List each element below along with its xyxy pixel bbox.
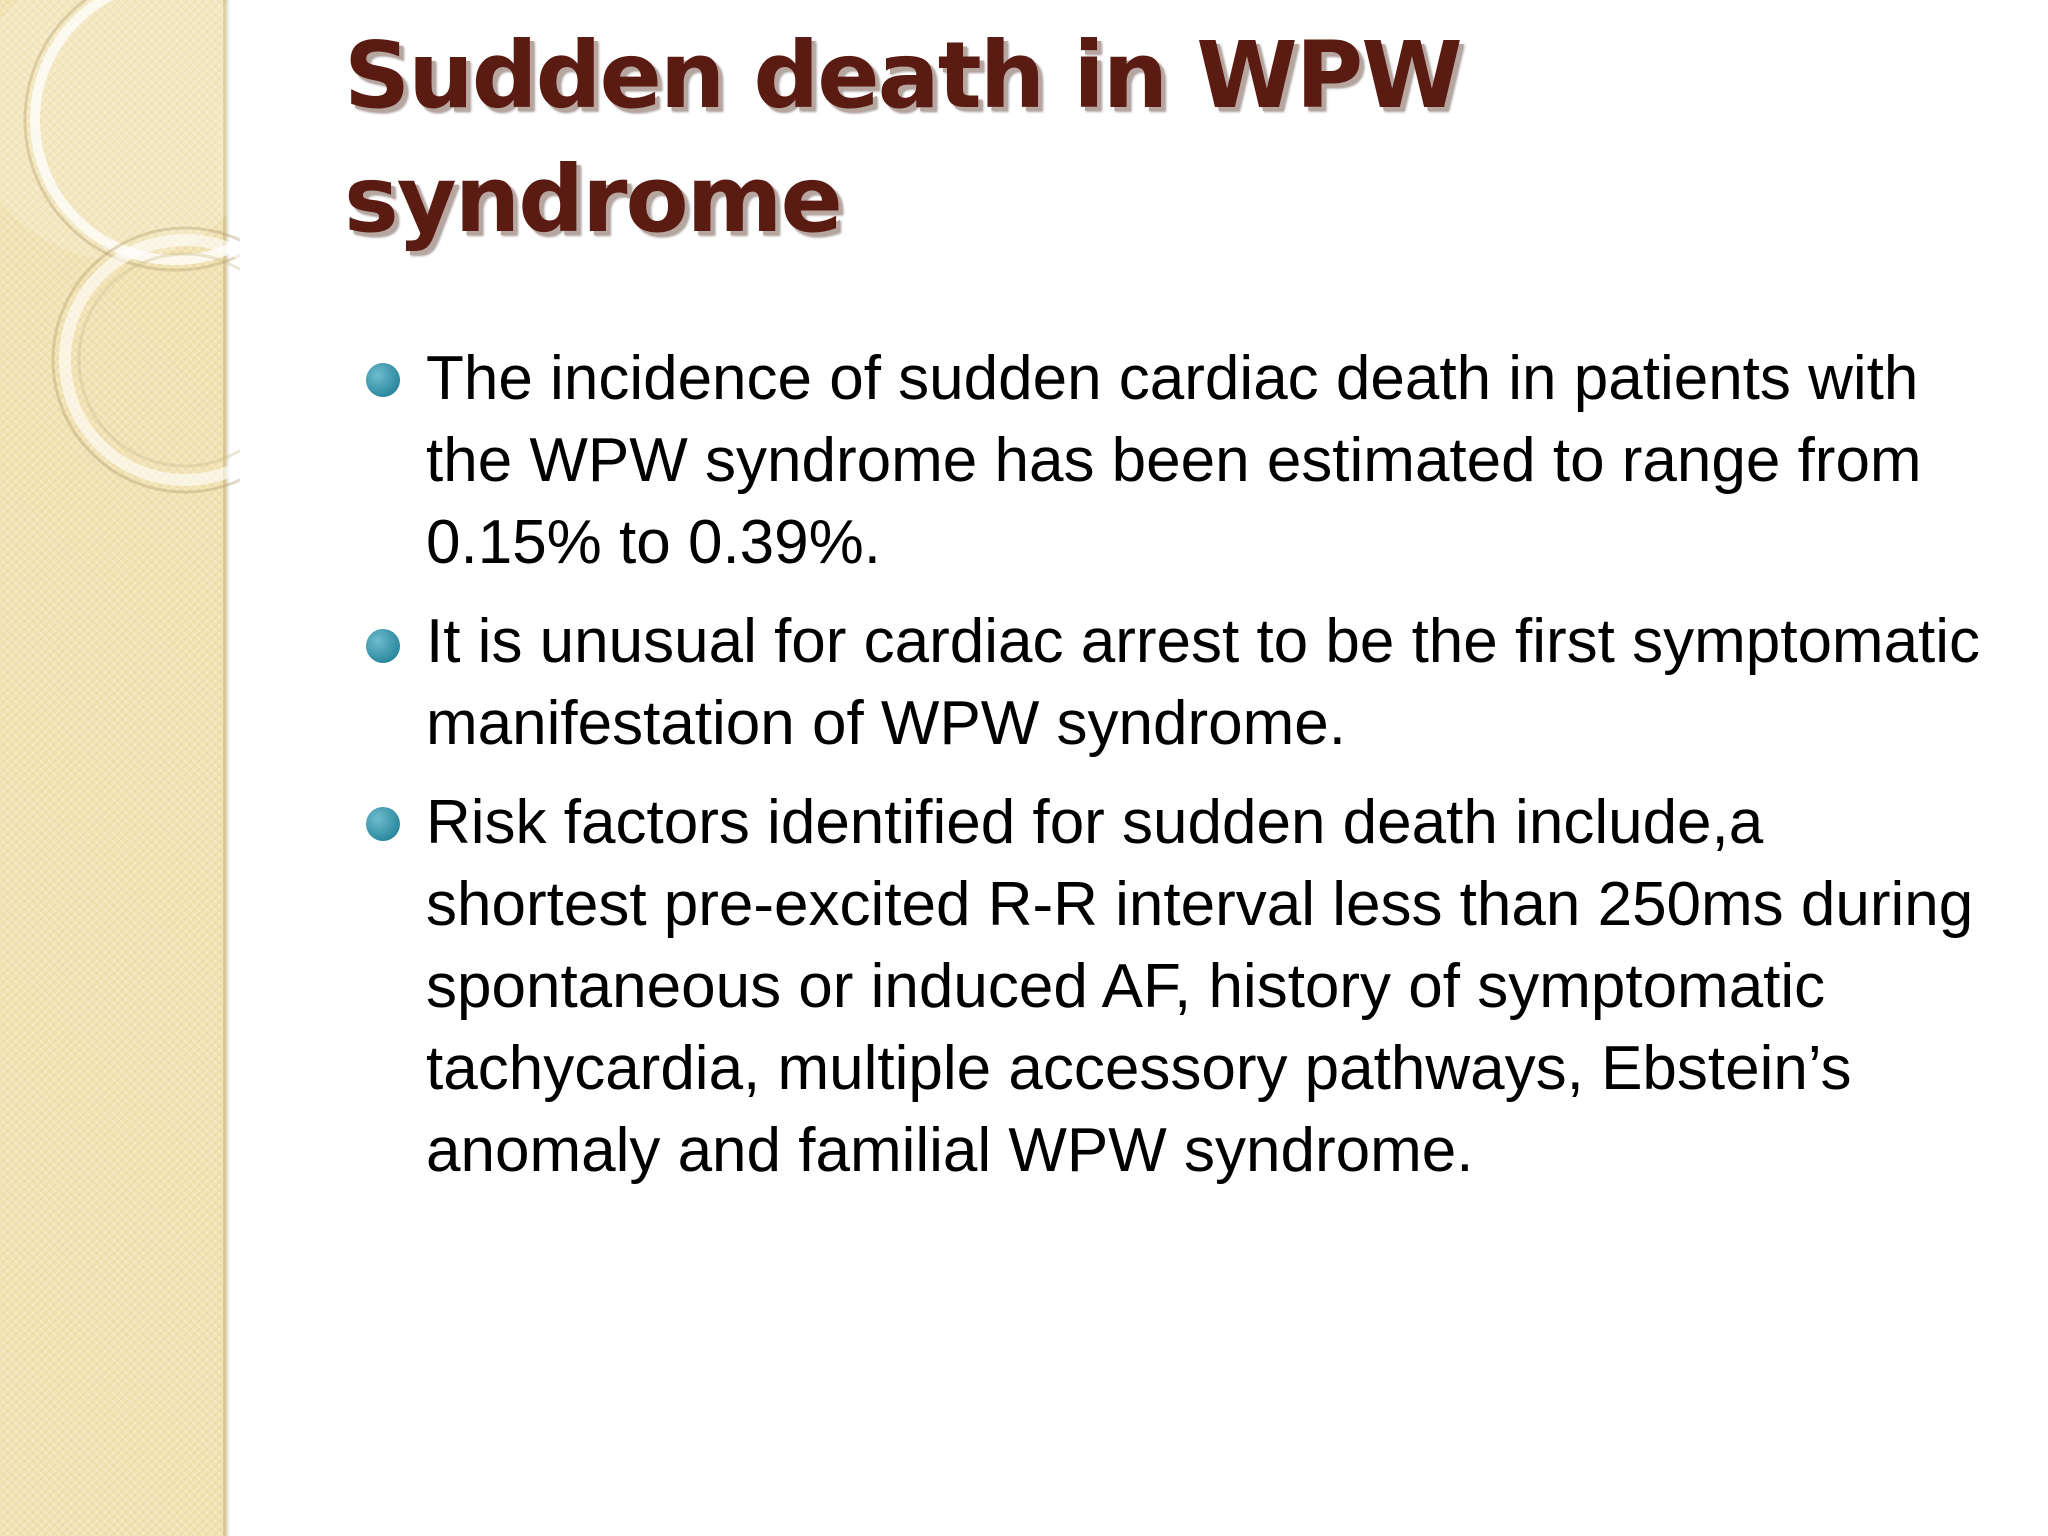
circle-bullet-icon [366, 807, 400, 841]
bullet-list [360, 338, 2000, 1209]
bullet-item [360, 601, 2000, 765]
bullet-text: The incidence of sudden cardiac death in patients with the WPW syndrome has been estimated to range from 0.15% to 0.39%. [426, 344, 1922, 577]
slide-title: Sudden death in WPW syndrome [344, 22, 1461, 253]
circle-bullet-icon [366, 629, 400, 663]
bullet-text: Risk factors identified for sudden death include,a shortest pre-excited R-R interval less than 250ms during spontaneous or induced AF, history of symptomatic tachycardia, multiple accessory pathways, Ebstein’s anomaly and familial WPW syndrome. [426, 788, 1974, 1185]
bullet-text: It is unusual for cardiac arrest to be the first symptomatic manifestation of WPW syndrome. [426, 607, 1981, 758]
ring-decoration-icon [0, 0, 240, 520]
bullet-item [360, 782, 2000, 1192]
circle-bullet-icon [366, 363, 400, 397]
bullet-item [360, 338, 2000, 584]
